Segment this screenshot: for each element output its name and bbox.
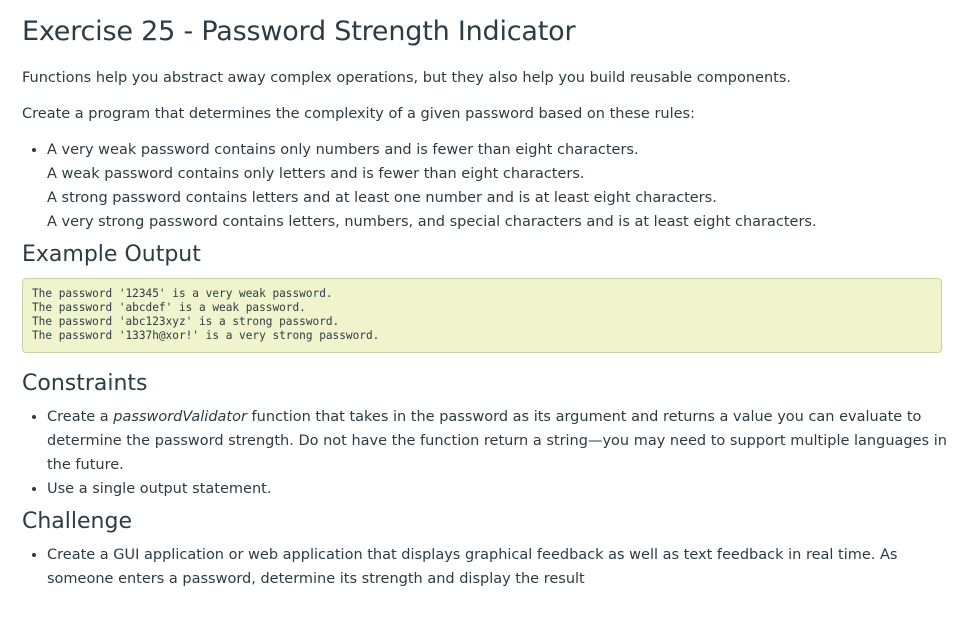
page-title: Exercise 25 - Password Strength Indicator <box>22 16 576 47</box>
code-line: The password 'abc123xyz' is a strong password. <box>32 315 340 328</box>
example-output-heading: Example Output <box>22 242 201 267</box>
rule-weak: A weak password contains only letters and is fewer than eight characters. <box>47 166 585 182</box>
constraint-item <box>47 405 956 477</box>
challenge-list <box>22 543 956 591</box>
code-line: The password '12345' is a very weak password. <box>32 287 333 300</box>
intro-paragraph: Functions help you abstract away complex operations, but they also help you build reusable components. <box>22 70 791 86</box>
constraints-list <box>22 405 956 501</box>
rules-list <box>22 138 956 234</box>
challenge-item: • Create a GUI application or web application that displays graphical feedback as well as text feedback in real time. As someone enters a password, determine its strength and display the result <box>47 543 956 591</box>
code-line: The password '1337h@xor!' is a very strong password. <box>32 329 380 342</box>
task-paragraph: Create a program that determines the complexity of a given password based on these rules: <box>22 106 695 122</box>
rule-very-strong: A very strong password contains letters, numbers, and special characters and is at least eight characters. <box>47 214 817 230</box>
challenge-heading: Challenge <box>22 509 132 534</box>
function-name: passwordValidator <box>113 409 247 425</box>
code-line: The password 'abcdef' is a weak password. <box>32 301 306 314</box>
constraint-text: Create a <box>47 409 114 425</box>
example-output-code-block <box>22 278 942 353</box>
constraints-heading: Constraints <box>22 371 148 396</box>
constraint-item: • Use a single output statement. <box>47 477 956 501</box>
constraint-text: function that takes in the password as its argument and returns a value you can evaluate to determine the password strength. Do not have the function return a string—you may need to support multiple languages in the future. <box>47 409 947 473</box>
rule-very-weak: A very weak password contains only numbers and is fewer than eight characters. <box>47 142 639 158</box>
rule-strong: A strong password contains letters and at least one number and is at least eight characters. <box>47 190 717 206</box>
rules-list-item <box>47 138 956 234</box>
